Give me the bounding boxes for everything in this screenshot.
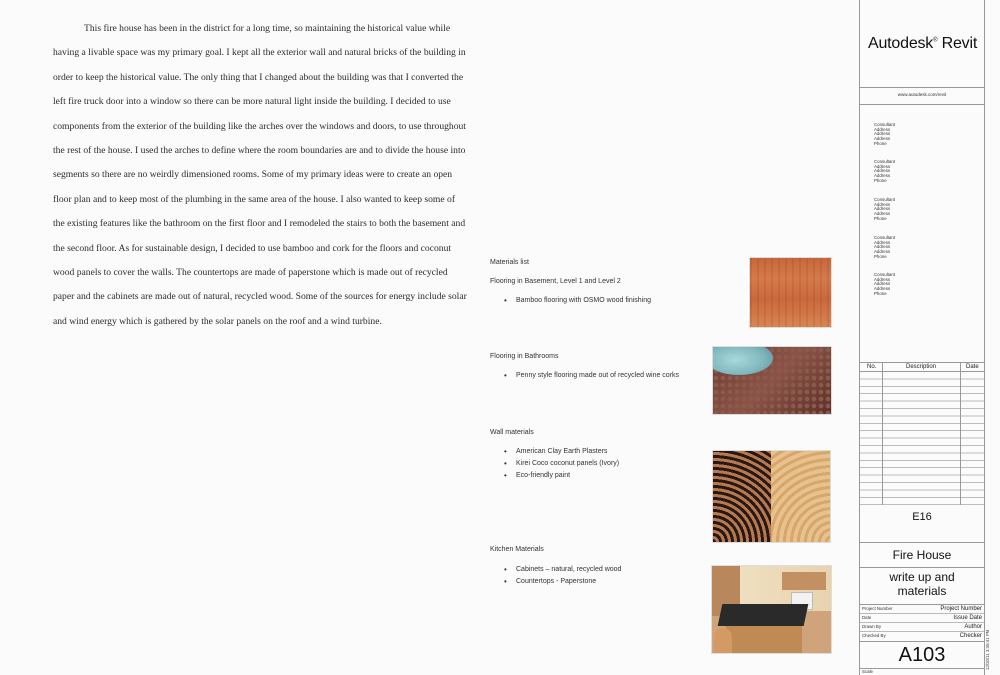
revision-table	[860, 363, 984, 505]
sheet-number-cell	[860, 642, 984, 669]
list-item: • American Clay Earth Plasters	[504, 446, 619, 458]
list-item: • Kirei Coco coconut panels (Ivory)	[504, 458, 619, 470]
info-row-date: Date Issue Date	[862, 615, 982, 621]
revision-col-description: Description	[906, 364, 937, 370]
revision-table-rows	[860, 372, 984, 505]
section-heading-bathrooms: Flooring in Bathrooms	[490, 353, 559, 360]
section-list-bathrooms	[504, 370, 679, 382]
materials-title: Materials list	[490, 259, 529, 266]
bamboo-flooring-image	[749, 257, 832, 328]
consultant-block: Consultant Address Address Address Phone	[874, 122, 895, 146]
project-name: Fire House	[892, 548, 952, 562]
title-block	[859, 0, 985, 675]
website-url: www.autodesk.com/revit	[897, 92, 947, 97]
list-item: • Eco-friendly paint	[504, 470, 619, 482]
consultants-area	[860, 105, 984, 363]
info-row-drawn-by: Drawn By Author	[862, 624, 982, 630]
kitchen-image	[711, 565, 832, 654]
coconut-panel-ivory-swatch	[771, 451, 831, 542]
info-row-checked-by: Checked By Checker	[862, 633, 982, 639]
logo-product: Revit	[941, 35, 978, 52]
project-name-cell	[860, 543, 984, 568]
list-item: • Penny style flooring made out of recycled wine corks	[504, 370, 679, 382]
list-item: • Countertops - Paperstone	[504, 576, 621, 588]
autodesk-revit-logo: Autodesk® Revit	[868, 35, 978, 52]
revision-col-no: No.	[867, 364, 877, 370]
sheet-name-cell	[860, 568, 984, 605]
section-heading-kitchen: Kitchen Materials	[490, 546, 544, 553]
cork-flooring-image	[712, 346, 832, 415]
essay	[53, 17, 468, 334]
essay-text: This fire house has been in the district for a long time, so maintaining the historical value while having a livable space was my primary goal. I kept all the exterior wall and natural bricks of the building in order to keep the historical value. The only thing that I changed about the building was that I converted the left fire truck door into a window so there can be more natural light inside the building. I decided to use components from the exterior of the building like the arches over the windows and doors, to use throughout the rest of the house. I used the arches to define where the room boundaries are and to divide the house into segments so there are no weirdly dimensioned rooms. Some of my primary ideas were to create an open floor plan and to keep most of the plumbing in the same area of the house. I also wanted to keep some of the existing features like the bathroom on the first floor and I remodeled the stairs to both the basement and the second floor. As for sustainable design, I decided to use bamboo and cork for the floors and coconut wood panels to cover the walls. The countertops are made of paperstone which is made out of recycled paper and the cabinets are made out of natural, recycled wood. Some of the sources for energy include solar and wind energy which is gathered by the solar panels on the roof and a wind turbine.	[53, 23, 467, 327]
section-list-flooring	[504, 295, 651, 307]
section-heading-flooring: Flooring in Basement, Level 1 and Level 2	[490, 278, 621, 285]
coconut-panel-dark-swatch	[713, 451, 771, 542]
url-cell	[860, 88, 984, 105]
project-number-cell	[860, 505, 984, 543]
revision-table-header	[860, 363, 984, 372]
consultant-block: Consultant Address Address Address Phone	[874, 159, 895, 183]
info-rows	[860, 605, 984, 642]
list-item: • Cabinets – natural, recycled wood	[504, 564, 621, 576]
logo-cell	[860, 0, 984, 88]
list-item: • Bamboo flooring with OSMO wood finishing	[504, 295, 651, 307]
logo-brand: Autodesk	[868, 35, 934, 52]
wall-panels-image	[712, 450, 831, 543]
consultant-block: Consultant Address Address Address Phone	[874, 235, 895, 259]
sheet-name: write up and materials	[889, 570, 955, 598]
consultant-block: Consultant Address Address Address Phone	[874, 272, 895, 296]
consultant-block: Consultant Address Address Address Phone	[874, 197, 895, 221]
info-row-project-number: Project Number Project Number	[862, 606, 982, 612]
sheet-number: A103	[898, 644, 946, 666]
project-number: E16	[912, 511, 932, 523]
section-list-walls	[504, 446, 619, 481]
section-list-kitchen	[504, 564, 621, 588]
revision-col-date: Date	[966, 364, 979, 370]
scale-label: Scale	[862, 669, 873, 674]
section-heading-walls: Wall materials	[490, 429, 534, 436]
print-timestamp: 12/20/11 3:35:41 PM	[985, 629, 990, 670]
